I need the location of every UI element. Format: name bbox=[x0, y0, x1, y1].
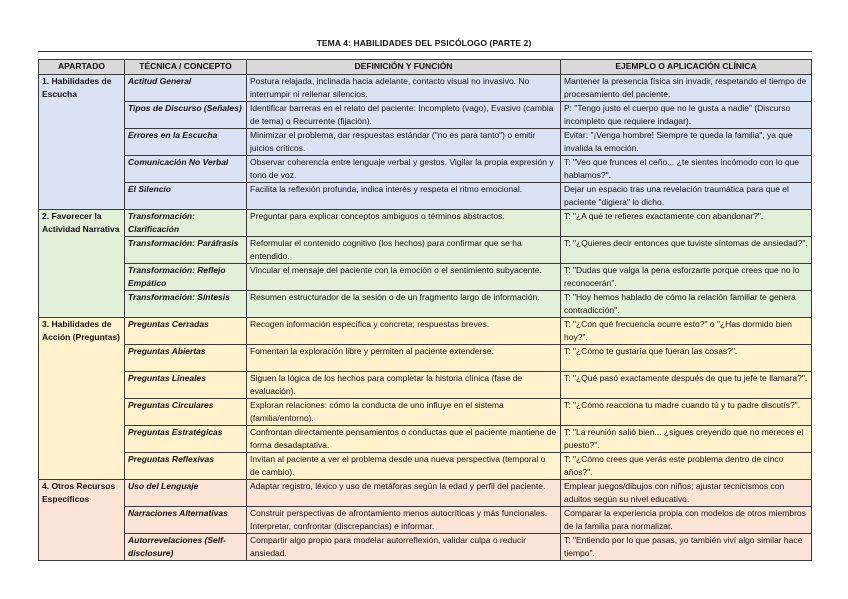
definition-cell: Compartir algo propio para modelar autorreflexión, validar culpa o reducir ansiedad. bbox=[247, 534, 561, 561]
example-cell: Comparar la experiencia propia con modelos de otros miembros de la familia para normalizar. bbox=[561, 507, 812, 534]
example-cell: T: "La reunión salió bien... ¿sigues creyendo que no mereces el puesto?". bbox=[561, 426, 812, 453]
table-row bbox=[39, 129, 812, 156]
technique-cell: Transformación: Síntesis bbox=[125, 291, 247, 318]
definition-cell: Confrontan directamente pensamientos o conductas que el paciente mantiene de forma desadaptativa. bbox=[247, 426, 561, 453]
col-header-definicion: DEFINICIÓN Y FUNCIÓN bbox=[247, 60, 561, 75]
table-row bbox=[39, 399, 812, 426]
definition-cell: Minimizar el problema, dar respuestas estándar ("no es para tanto") o emitir juicios críticos. bbox=[247, 129, 561, 156]
technique-cell: El Silencio bbox=[125, 183, 247, 210]
definition-cell: Postura relajada, inclinada hacia adelante, contacto visual no invasivo. No interrumpir ni rellenar silencios. bbox=[247, 75, 561, 102]
table-header-row bbox=[39, 60, 812, 75]
example-cell: Mantener la presencia física sin invadir, respetando el tiempo de procesamiento del paciente. bbox=[561, 75, 812, 102]
table-row bbox=[39, 264, 812, 291]
section-cell: 4. Otros Recursos Específicos bbox=[39, 480, 125, 561]
example-cell: T: "Veo que frunces el ceño... ¿te sientes incómodo con lo que hablamos?". bbox=[561, 156, 812, 183]
technique-cell: Preguntas Circulares bbox=[125, 399, 247, 426]
technique-cell: Preguntas Cerradas bbox=[125, 318, 247, 345]
table-row bbox=[39, 453, 812, 480]
definition-cell: Adaptar registro, léxico y uso de metáforas según la edad y perfil del paciente. bbox=[247, 480, 561, 507]
definition-cell: Reformular el contenido cognitivo (los hechos) para confirmar que se ha entendido. bbox=[247, 237, 561, 264]
example-cell: Evitar: "¡Venga hombre! Siempre te queda la familia", ya que invalida la emoción. bbox=[561, 129, 812, 156]
example-cell: T: "¿A qué te refieres exactamente con abandonar?". bbox=[561, 210, 812, 237]
definition-cell: Resumen estructurador de la sesión o de un fragmento largo de información. bbox=[247, 291, 561, 318]
technique-cell: Preguntas Reflexivas bbox=[125, 453, 247, 480]
technique-cell: Narraciones Alternativas bbox=[125, 507, 247, 534]
definition-cell: Vincular el mensaje del paciente con la emoción o el sentimiento subyacente. bbox=[247, 264, 561, 291]
example-cell: Dejar un espacio tras una revelación traumática para que el paciente "digiera" lo dicho. bbox=[561, 183, 812, 210]
definition-cell: Invitan al paciente a ver el problema desde una nueva perspectiva (temporal o de cambio). bbox=[247, 453, 561, 480]
definition-cell: Fomentan la exploración libre y permiten al paciente extenderse. bbox=[247, 345, 561, 372]
table-row bbox=[39, 534, 812, 561]
technique-cell: Preguntas Lineales bbox=[125, 372, 247, 399]
technique-cell: Tipos de Discurso (Señales) bbox=[125, 102, 247, 129]
section-cell: 2. Favorecer la Actividad Narrativa bbox=[39, 210, 125, 318]
technique-cell: Transformación: Reflejo Empático bbox=[125, 264, 247, 291]
technique-cell: Uso del Lenguaje bbox=[125, 480, 247, 507]
table-row bbox=[39, 372, 812, 399]
technique-cell: Comunicación No Verbal bbox=[125, 156, 247, 183]
table-row bbox=[39, 156, 812, 183]
example-cell: T: "Entiendo por lo que pasas, yo también viví algo similar hace tiempo". bbox=[561, 534, 812, 561]
example-cell: T: "¿Qué pasó exactamente después de que tu jefe te llamara?". bbox=[561, 372, 812, 399]
table-row bbox=[39, 291, 812, 318]
technique-cell: Transformación: Clarificación bbox=[125, 210, 247, 237]
example-cell: Emplear juegos/dibujos con niños; ajustar tecnicismos con adultos según su nivel educativo. bbox=[561, 480, 812, 507]
example-cell: T: "¿Con qué frecuencia ocurre esto?" o "¿Has dormido bien hoy?". bbox=[561, 318, 812, 345]
definition-cell: Observar coherencia entre lenguaje verbal y gestos. Vigilar la propia expresión y tono de voz. bbox=[247, 156, 561, 183]
table-row bbox=[39, 507, 812, 534]
example-cell: T: "¿Cómo crees que verás este problema dentro de cinco años?". bbox=[561, 453, 812, 480]
table-row bbox=[39, 102, 812, 129]
definition-cell: Siguen la lógica de los hechos para completar la historia clínica (fase de evaluación). bbox=[247, 372, 561, 399]
skills-table bbox=[38, 59, 812, 561]
definition-cell: Facilita la reflexión profunda, indica interés y respeta el ritmo emocional. bbox=[247, 183, 561, 210]
definition-cell: Exploran relaciones: cómo la conducta de uno influye en el sistema (familia/entorno). bbox=[247, 399, 561, 426]
technique-cell: Actitud General bbox=[125, 75, 247, 102]
table-row bbox=[39, 75, 812, 102]
section-cell: 1. Habilidades de Escucha bbox=[39, 75, 125, 210]
table-row bbox=[39, 237, 812, 264]
table-row bbox=[39, 210, 812, 237]
table-row bbox=[39, 318, 812, 345]
technique-cell: Transformación: Paráfrasis bbox=[125, 237, 247, 264]
definition-cell: Identificar barreras en el relato del paciente: Incompleto (vago), Evasivo (cambia de tema) o Recurrente (fijación). bbox=[247, 102, 561, 129]
example-cell: T: "Dudas que valga la pena esforzarte porque crees que no lo reconocerán". bbox=[561, 264, 812, 291]
col-header-apartado: APARTADO bbox=[39, 60, 125, 75]
section-cell: 3. Habilidades de Acción (Preguntas) bbox=[39, 318, 125, 480]
technique-cell: Autorrevelaciones (Self-disclosure) bbox=[125, 534, 247, 561]
table-row bbox=[39, 480, 812, 507]
definition-cell: Preguntar para explicar conceptos ambiguos o términos abstractos. bbox=[247, 210, 561, 237]
example-cell: T: "¿Cómo te gustaría que fueran las cosas?". bbox=[561, 345, 812, 372]
technique-cell: Errores en la Escucha bbox=[125, 129, 247, 156]
title-divider bbox=[38, 51, 812, 52]
definition-cell: Recogen información específica y concreta; respuestas breves. bbox=[247, 318, 561, 345]
table-row bbox=[39, 345, 812, 372]
technique-cell: Preguntas Estratégicas bbox=[125, 426, 247, 453]
col-header-tecnica: TÉCNICA / CONCEPTO bbox=[125, 60, 247, 75]
example-cell: P: "Tengo justo el cuerpo que no le gusta a nadie" (Discurso incompleto que requiere indagar). bbox=[561, 102, 812, 129]
table-row bbox=[39, 426, 812, 453]
definition-cell: Construir perspectivas de afrontamiento menos autocríticas y más funcionales. Interpretar, confrontar (discrepancias) e informar. bbox=[247, 507, 561, 534]
example-cell: T: "¿Cómo reacciona tu madre cuando tú y tu padre discutís?". bbox=[561, 399, 812, 426]
table-row bbox=[39, 183, 812, 210]
example-cell: T: "Hoy hemos hablado de cómo la relación familiar te genera contradicción". bbox=[561, 291, 812, 318]
page-title: TEMA 4: HABILIDADES DEL PSICÓLOGO (PARTE 2) bbox=[316, 38, 532, 48]
example-cell: T: "¿Quieres decir entonces que tuviste síntomas de ansiedad?". bbox=[561, 237, 812, 264]
col-header-ejemplo: EJEMPLO O APLICACIÓN CLÍNICA bbox=[561, 60, 812, 75]
table-body bbox=[39, 75, 812, 561]
technique-cell: Preguntas Abiertas bbox=[125, 345, 247, 372]
